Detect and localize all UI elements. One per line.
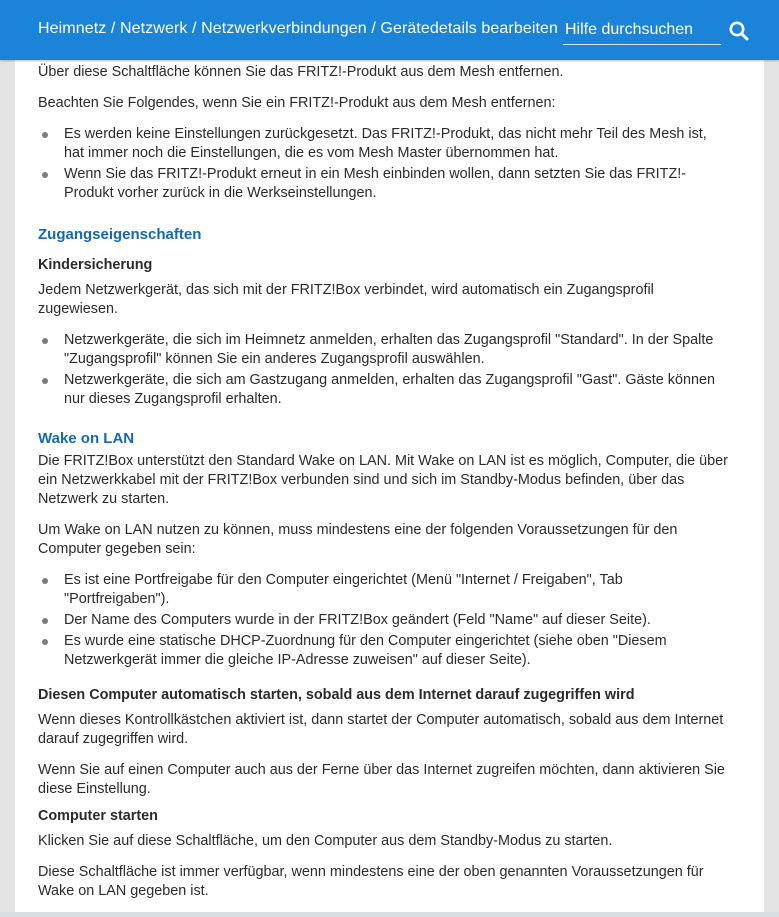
section-title-zugangseigenschaften: Zugangseigenschaften (38, 226, 202, 243)
search-input[interactable] (563, 15, 721, 44)
bullet-icon (42, 338, 48, 344)
bullet-icon (42, 618, 48, 624)
subsection-title-kindersicherung: Kindersicherung (38, 257, 153, 273)
subsection-title-auto-start: Diesen Computer automatisch starten, sobald aus dem Internet darauf zugegriffen wird (38, 687, 635, 703)
list-item: Es werden keine Einstellungen zurückgesetzt. Das FRITZ!-Produkt, das nicht mehr Teil des Mesh ist, hat immer noch die Einstellungen, die es vom Mesh Master übernommen hat. (38, 125, 728, 163)
bullet-icon (42, 578, 48, 584)
bullet-icon (42, 172, 48, 178)
search-button[interactable] (728, 20, 750, 42)
search-field-wrapper (563, 15, 721, 45)
wol-bullet-list (38, 571, 728, 670)
computer-starten-paragraph-2: Diese Schaltfläche ist immer verfügbar, wenn mindestens eine der oben genannten Voraussetzungen für Wake on LAN gegeben ist. (38, 864, 704, 899)
help-panel (15, 0, 764, 912)
section-title-wake-on-lan: Wake on LAN (38, 430, 135, 447)
list-item: Netzwerkgeräte, die sich am Gastzugang anmelden, erhalten das Zugangsprofil "Gast". Gäste können nur dieses Zugangsprofil erhalten. (38, 371, 728, 409)
auto-start-paragraph-1: Wenn dieses Kontrollkästchen aktiviert ist, dann startet der Computer automatisch, sobald aus dem Internet darauf zugegriffen wird. (38, 712, 724, 747)
mesh-bullet-list (38, 125, 728, 203)
list-item: Wenn Sie das FRITZ!-Produkt erneut in ein Mesh einbinden wollen, dann setzten Sie das FRITZ!-Produkt vorher zurück in die Werkseinstellungen. (38, 165, 728, 203)
bullet-icon (42, 639, 48, 645)
subsection-title-computer-starten: Computer starten (38, 808, 158, 824)
bullet-icon (42, 378, 48, 384)
list-item: Es ist eine Portfreigabe für den Computer eingerichtet (Menü "Internet / Freigaben", Tab "Portfreigaben"). (38, 571, 728, 609)
mesh-notice-paragraph: Beachten Sie Folgendes, wenn Sie ein FRITZ!-Produkt aus dem Mesh entfernen: (38, 95, 556, 111)
search-icon (728, 20, 750, 42)
list-item: Der Name des Computers wurde in der FRITZ!Box geändert (Feld "Name" auf dieser Seite). (38, 611, 728, 630)
breadcrumb: Heimnetz / Netzwerk / Netzwerkverbindungen / Gerätedetails bearbeiten (38, 20, 559, 37)
kindersicherung-paragraph: Jedem Netzwerkgerät, das sich mit der FRITZ!Box verbindet, wird automatisch ein Zugangsprofil zugewiesen. (38, 282, 654, 317)
bullet-icon (42, 132, 48, 138)
bottom-border (0, 912, 779, 917)
help-content (38, 44, 728, 912)
wol-requirements-paragraph: Um Wake on LAN nutzen zu können, muss mindestens eine der folgenden Voraussetzungen für den Computer gegeben sein: (38, 522, 678, 557)
zugang-bullet-list (38, 331, 728, 409)
list-item: Es wurde eine statische DHCP-Zuordnung für den Computer eingerichtet (siehe oben "Diesem Netzwerkgerät immer die gleiche IP-Adresse zuweisen" auf dieser Seite). (38, 632, 728, 670)
help-header (0, 0, 779, 60)
auto-start-paragraph-2: Wenn Sie auf einen Computer auch aus der Ferne über das Internet zugreifen möchten, dann aktivieren Sie diese Einstellung. (38, 762, 725, 797)
wol-intro-paragraph: Die FRITZ!Box unterstützt den Standard Wake on LAN. Mit Wake on LAN ist es möglich, Computer, die über ein Netzwerkkabel mit der FRITZ!Box verbunden sind und sich im Standby-Modus befinden, über das Netzwerk zu starten. (38, 453, 728, 507)
computer-starten-paragraph-1: Klicken Sie auf diese Schaltfläche, um den Computer aus dem Standby-Modus zu starten. (38, 833, 613, 849)
mesh-remove-paragraph: Über diese Schaltfläche können Sie das FRITZ!-Produkt aus dem Mesh entfernen. (38, 64, 564, 80)
list-item: Netzwerkgeräte, die sich im Heimnetz anmelden, erhalten das Zugangsprofil "Standard". In der Spalte "Zugangsprofil" können Sie ein anderes Zugangsprofil auswählen. (38, 331, 728, 369)
